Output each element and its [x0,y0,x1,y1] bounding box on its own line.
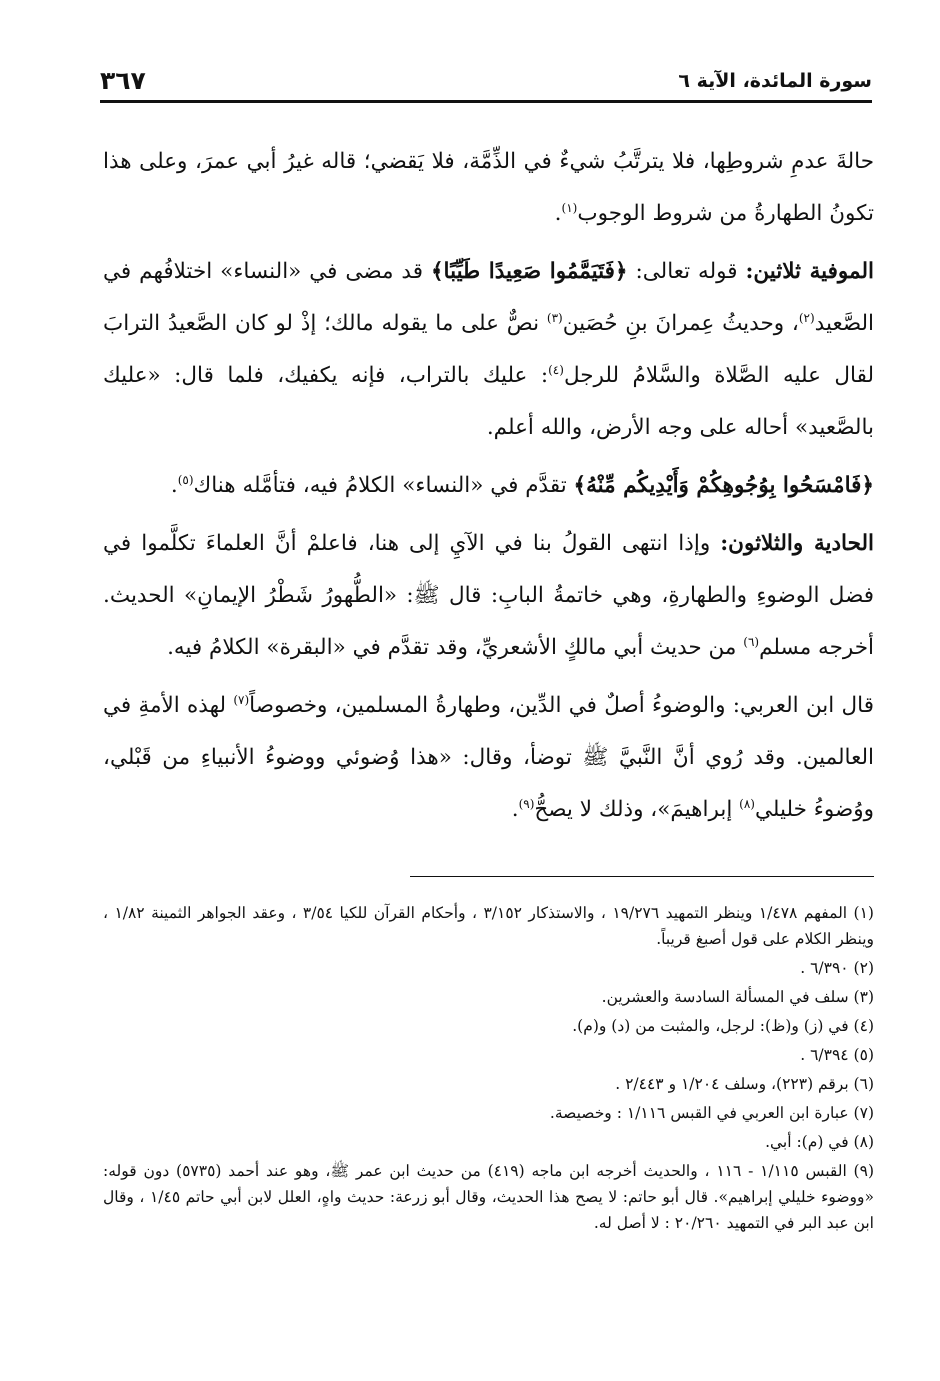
footnote: (٤) في (ز) و(ظ): لرجل، والمثبت من (د) و(م). [572,1017,874,1035]
footnote-separator [410,876,874,877]
footnote: (٢) ٦/٣٩٠ . [800,959,874,977]
paragraph [103,136,874,240]
footnote: (٣) سلف في المسألة السادسة والعشرين. [601,988,874,1006]
footnote: (١) المفهم ١/٤٧٨ وينظر التمهيد ١٩/٢٧٦ ، والاستذكار ٣/١٥٢ ، وأحكام القرآن للكيا ٣/٥٤ ، وعقد الجواهر الثمينة ١/٨٢ ، وينظر الكلام على قول أصبغ قريباً. [103,904,874,948]
footnote-ref: (٥) [177,472,194,487]
footnote-ref: (٨) [739,796,755,811]
page-header [100,62,872,102]
footnote-ref: (٦) [743,634,760,649]
paragraph [103,460,874,512]
text-segment: . [170,473,178,498]
quran-verse: ﴿فَامْسَحُوا بِوُجُوهِكُمْ وَأَيْدِيكُم مِّنْهُ﴾ [573,473,874,498]
issue-label: الموفية ثلاثين: [745,259,874,284]
text-segment: وإذا انتهى القولُ بنا في الآيِ إلى هنا، فاعلمْ أنَّ العلماءَ تكلَّموا في فضل الوضوءِ والطهارةِ، وهي خاتمةُ البابِ: قال ﷺ: «الطُّهورُ شَطْرُ الإيمانِ» الحديث. أخرجه مسلم [103,531,874,660]
main-text [103,136,874,842]
text-segment: : عليك بالتراب، فإنه يكفيك، فلما قال: «عليك بالصَّعيد» أحاله على وجه الأرض، والله أعلم. [103,363,874,440]
text-segment: لهذه الأمةِ في العالمين. وقد رُوي أنَّ النَّبيَّ ﷺ توضأ، وقال: «هذا وُضوئي ووضوءُ الأنبياءِ من قَبْلي، ووُضوءُ خليلي [103,693,874,822]
footnote-ref: (٩) [518,796,535,811]
footnotes [103,900,874,1239]
footnote: (٧) عبارة ابن العربي في القبس ١/١١٦ : وخصيصة. [549,1104,874,1122]
paragraph [103,246,874,454]
text-segment: قوله تعالى: [627,259,746,284]
footnote-ref: (٤) [548,362,564,377]
footnote-ref: (١) [561,200,578,215]
text-segment: إبراهيمَ»، وذلك لا يصحُّ [534,797,740,822]
footnote-ref: (٣) [546,310,563,325]
text-segment: نصٌّ على ما يقوله مالك؛ إذْ لو كان الصَّعيدُ الترابَ لقال عليه الصَّلاة والسَّلامُ للرجل [103,311,874,388]
footnote: (٩) القبس ١/١١٥ - ١١٦ ، والحديث أخرجه ابن ماجه (٤١٩) من حديث ابن عمر ﷺ، وهو عند أحمد (٥٧٣٥) دون قوله: «ووضوء خليلي إبراهيم». قال أبو حاتم: لا يصح هذا الحديث، وقال أبو زرعة: حديث واهٍ، العلل لابن أبي حاتم ١/٤٥ ، وقال ابن عبد البر في التمهيد ٢٠/٢٦٠ : لا أصل له. [103,1162,874,1232]
footnote: (٦) برقم (٢٢٣)، وسلف ١/٢٠٤ و ٢/٤٤٣ . [615,1075,874,1093]
text-segment: . [511,797,519,822]
text-segment: ، وحديثُ عِمرانَ بنِ حُصَين [562,311,799,336]
footnote: (٥) ٦/٣٩٤ . [800,1046,874,1064]
page-number: ٣٦٧ [100,66,146,95]
text-segment: قد مضى في «النساء» اختلافُهم في الصَّعيد [103,259,874,336]
header-rule [100,100,872,103]
paragraph [103,680,874,836]
text-segment: تقدَّم في «النساء» الكلامُ فيه، فتأمَّله هناك [193,473,574,498]
text-segment: قال ابن العربي: والوضوءُ أصلٌ في الدِّين، وطهارةُ المسلمين، وخصوصاً [249,693,874,718]
running-title: سورة المائدة، الآية ٦ [678,70,872,92]
footnote: (٨) في (م): أبي. [765,1133,874,1151]
footnote-ref: (٢) [798,310,815,325]
paragraph [103,518,874,674]
quran-verse: ﴿فَتَيَمَّمُوا صَعِيدًا طَيِّبًا﴾ [430,259,628,284]
text-segment: . [554,201,562,226]
text-segment: حالةَ عدمِ شروطِها، فلا يترتَّبُ شيءٌ في الذِّمَّة، فلا يَقضي؛ قاله غيرُ أبي عمرَ، وعلى هذا تكونُ الطهارةُ من شروط الوجوب [103,149,874,226]
issue-label: الحادية والثلاثون: [720,531,874,556]
footnote-ref: (٧) [233,692,250,707]
text-segment: من حديث أبي مالكٍ الأشعريِّ، وقد تقدَّم في «البقرة» الكلامُ فيه. [167,635,744,660]
